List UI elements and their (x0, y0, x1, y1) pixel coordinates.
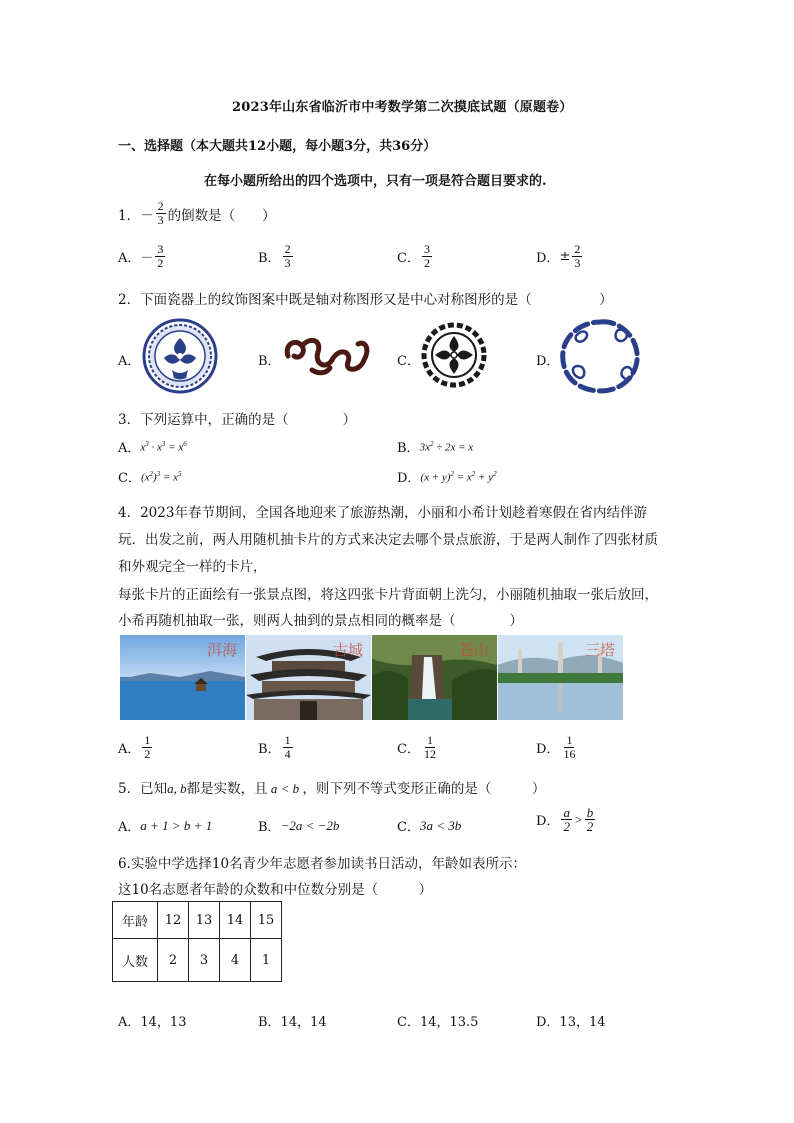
option-fraction (422, 243, 432, 270)
math-expression: −2a < −2b (280, 817, 340, 833)
table-header-cell: 年龄 (113, 902, 158, 939)
fraction-numerator: 3 (423, 242, 430, 256)
math-expression: a + 1 > b + 1 (140, 817, 213, 833)
question-5-text-mid: 都是实数，且 (186, 781, 268, 797)
scenic-photo-gucheng (246, 635, 371, 720)
table-cell: 15 (251, 902, 282, 939)
fraction-numerator: 2 (574, 242, 581, 256)
fraction-numerator: 1 (566, 733, 573, 747)
option-fraction (422, 734, 438, 761)
fraction-denominator: 3 (157, 213, 164, 227)
question-2-stem: 2．下面瓷器上的纹饰图案中既是轴对称图形又是中心对称图形的是（ ） (118, 292, 613, 308)
question-5-stem (118, 777, 545, 797)
question-5-text-pre: 5．已知 (118, 781, 168, 797)
math-expression: $(x + y)^2 = x^2 + y^2$ (420, 469, 497, 484)
scenic-photo-santa (498, 635, 623, 720)
option-sign: － (140, 251, 154, 266)
table-cell: 12 (158, 902, 189, 939)
table-cell: 13 (189, 902, 220, 939)
q3-option-a[interactable] (118, 437, 187, 456)
question-4-line-2: 玩．出发之前，两人用随机抽卡片的方式来决定去哪个景点旅游，于是两人制作了四张材质 (118, 532, 658, 548)
section-instruction: 在每小题所给出的四个选项中，只有一项是符合题目要求的. (204, 174, 547, 189)
fraction-denominator: 12 (423, 747, 436, 761)
q6-option-c[interactable]: C．14，13.5 (397, 1015, 479, 1030)
option-label: C． (397, 820, 420, 835)
fraction-denominator: 2 (157, 256, 164, 270)
question-1-text: 的倒数是（ ） (167, 207, 276, 224)
fraction-numerator: 1 (144, 733, 151, 747)
table-cell: 3 (189, 939, 220, 982)
fraction-numerator: 1 (284, 733, 291, 747)
option-label: D． (536, 814, 560, 829)
fraction-denominator: 3 (284, 256, 291, 270)
option-sign: ± (559, 249, 571, 264)
q5-option-b[interactable] (258, 816, 339, 835)
q2-option-b-label[interactable]: B． (258, 354, 281, 369)
q2-option-a-label[interactable]: A． (118, 354, 141, 369)
q5-option-d[interactable] (536, 806, 597, 833)
option-label: A． (118, 742, 141, 757)
option-fraction (283, 243, 293, 270)
porcelain-pattern-d-icon (556, 316, 644, 396)
question-1-stem (118, 200, 276, 227)
option-label: A． (118, 441, 141, 456)
table-row (113, 939, 282, 982)
table-cell: 2 (158, 939, 189, 982)
q4-option-c[interactable] (397, 734, 440, 761)
option-fraction (283, 734, 293, 761)
q1-option-a[interactable] (118, 243, 167, 270)
porcelain-pattern-b-icon (282, 330, 372, 378)
math-condition: a < b (267, 781, 303, 796)
q4-option-d[interactable] (536, 734, 579, 761)
option-label: B． (258, 742, 281, 757)
q2-option-c-label[interactable]: C． (397, 354, 420, 369)
question-4-line-3: 和外观完全一样的卡片， (118, 559, 267, 575)
fraction-denominator: 4 (284, 747, 291, 761)
scenic-photo-cangshan (372, 635, 497, 720)
option-label: C． (397, 251, 420, 266)
option-label: C． (118, 471, 141, 486)
option-label: B． (397, 441, 420, 456)
photo-caption: 洱海 (206, 641, 237, 659)
q2-option-d-label[interactable]: D． (536, 354, 560, 369)
option-fraction (572, 243, 582, 270)
fraction-numerator: 2 (284, 242, 291, 256)
q5-option-a[interactable] (118, 816, 212, 835)
option-label: B． (258, 251, 281, 266)
option-label: A． (118, 820, 141, 835)
question-4-line-1: 4．2023年春节期间，全国各地迎来了旅游热潮，小丽和小希计划趁着寒假在省内结伴游 (118, 505, 647, 521)
table-header-cell: 人数 (113, 939, 158, 982)
greater-than-sign: > (573, 811, 583, 827)
fraction-denominator: 2 (423, 256, 430, 270)
question-4-line-5: 小希再随机抽取一张，则两人抽到的景点相同的概率是（ ） (118, 613, 523, 629)
porcelain-pattern-c-icon (421, 322, 487, 388)
option-label: D． (536, 251, 560, 266)
question-6-line-1: 6.实验中学选择10名青少年志愿者参加读书日活动，年龄如表所示： (118, 856, 527, 872)
q5-option-c[interactable] (397, 816, 461, 835)
option-label: B． (258, 820, 281, 835)
option-fraction (155, 243, 165, 270)
photo-caption: 古城 (332, 641, 363, 659)
fraction-denominator: 2 (144, 747, 151, 761)
question-6-line-2: 这10名志愿者年龄的众数和中位数分别是（ ） (118, 882, 433, 898)
question-4-line-4: 每张卡片的正面绘有一张景点图，将这四张卡片背面朝上洗匀，小丽随机抽取一张后放回， (118, 587, 658, 603)
table-row (113, 902, 282, 939)
math-expression: $3x^2 \div 2x = x$ (419, 439, 474, 454)
q4-option-a[interactable] (118, 734, 154, 761)
fraction-numerator: 1 (426, 733, 433, 747)
option-label: D． (536, 742, 560, 757)
fraction-numerator: 3 (157, 242, 164, 256)
q3-option-c[interactable] (118, 467, 181, 486)
q6-option-d[interactable]: D．13，14 (536, 1015, 606, 1030)
question-number: 1． (118, 207, 141, 224)
photo-caption: 三塔 (584, 641, 615, 659)
q1-option-c[interactable] (397, 243, 434, 270)
option-fraction (142, 734, 152, 761)
option-label: C． (397, 742, 420, 757)
table-cell: 14 (220, 902, 251, 939)
page-title: 2023年山东省临沂市中考数学第二次摸底试题（原题卷） (232, 100, 573, 115)
option-label: A． (118, 251, 141, 266)
section-heading: 一、选择题（本大题共12小题，每小题3分，共36分） (118, 139, 437, 154)
q1-option-b[interactable] (258, 243, 295, 270)
fraction-numerator: 2 (157, 199, 164, 213)
math-expression: 3a < 3b (419, 817, 462, 833)
q1-option-d[interactable] (536, 243, 584, 270)
math-variables: a, b (167, 781, 187, 796)
fraction (156, 200, 166, 227)
table-cell: 1 (251, 939, 282, 982)
photo-caption: 苍山 (458, 641, 489, 659)
q6-option-a[interactable]: A．14，13 (118, 1015, 187, 1030)
option-fraction (561, 734, 577, 761)
fraction-denominator: 16 (563, 747, 576, 761)
minus-sign: － (140, 207, 154, 224)
option-label: D． (397, 471, 421, 486)
age-table (112, 901, 282, 982)
question-5-text-post: ，则下列不等式变形正确的是（ ） (302, 781, 546, 797)
question-3-stem: 3．下列运算中，正确的是（ ） (118, 412, 357, 428)
porcelain-pattern-a-icon (142, 318, 218, 394)
math-expression: $(x^2)^3 = x^5$ (140, 469, 182, 484)
fraction-a-over-2: $\frac{a}{2}$ (563, 805, 570, 834)
q3-option-b[interactable] (397, 437, 473, 456)
math-expression: $x^3 \cdot x^3 = x^6$ (140, 439, 187, 454)
q6-option-b[interactable]: B．14，14 (258, 1015, 327, 1030)
fraction-denominator: 3 (574, 256, 581, 270)
q3-option-d[interactable] (397, 467, 497, 486)
fraction-b-over-2: $\frac{b}{2}$ (586, 805, 594, 834)
table-cell: 4 (220, 939, 251, 982)
scenic-photo-erhai (120, 635, 245, 720)
q4-option-b[interactable] (258, 734, 295, 761)
